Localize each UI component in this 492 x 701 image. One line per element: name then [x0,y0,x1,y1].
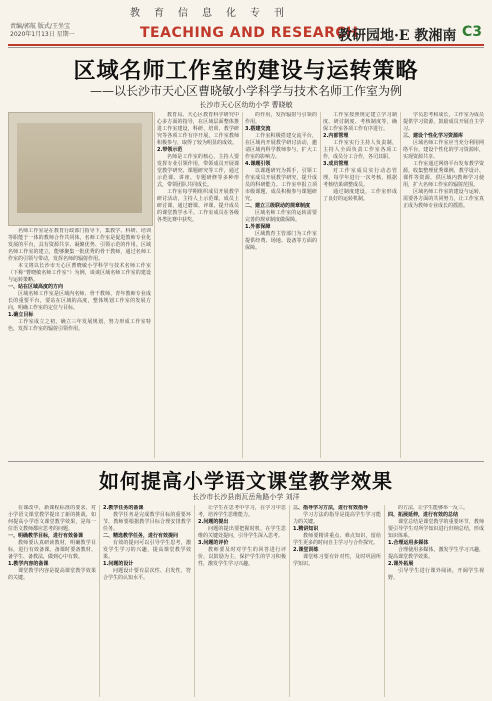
article1-column-1 [8,228,151,458]
paragraph: 课堂教学内容是提高课堂教学效果的关键。 [8,568,96,581]
paragraph: 区域名师工作室应当充分利用网络平台，建设个性化的学习资源库，实现资源共享。 [403,140,484,160]
section-heading: 三、指导学习方法，进行有效指导 [293,505,369,511]
section-heading: 3.问题的评价 [198,540,229,546]
paragraph: 的方法，让学生能够举一反三。 [398,505,469,511]
paragraph: 通过制度建设，工作室形成了良好的运转机制。 [323,189,397,202]
paragraph: 工作室实行主持人负责制，主持人全面负责工作室各项工作，成员分工合作，各司其职。 [323,140,397,160]
section-heading: 2.问题的提出 [198,519,229,525]
article1-column-4 [323,112,397,458]
paragraph: 区域名师工作室的运转需要完善的规章制度做保障。 [245,210,317,223]
section-heading: 1.精讲知识 [293,526,319,532]
paragraph: 问题设计要有层次性、启发性，符合学生的认知水平。 [103,568,191,581]
paragraph: 教师要及时对学生的回答进行评价，以鼓励为主，保护学生的学习积极性，激发学生学习兴趣。 [198,547,286,567]
article1-column-5 [403,112,484,458]
paragraph: 工作室每学期组织成员开展教学研讨活动，主持人上示范课，成员上研讨课，通过磨课、评课，提升成员的课堂教学水平。工作室成员在各级各类比赛中获奖。 [157,189,239,223]
section-heading: 1.确立目标 [8,312,34,318]
paragraph: 引导学生进行课外阅读，开阔学生视野。 [388,568,484,581]
section-heading: 2.课堂训练 [293,547,319,553]
column-divider [194,505,195,697]
paragraph: 工作室按照规定建立学习制度、研讨制度、考核制度等，确保工作室各项工作有序进行。 [323,112,397,132]
section-heading: 二、建立三级联动的规章制度 [245,203,311,209]
paragraph: 工作室成立之初，确立三年发展规划，努力形成工作室特色，发挥工作室的辐射引领作用。 [8,319,151,332]
section-heading: 1.教学内容的备课 [8,561,49,567]
section-title-en: TEACHING AND RESEARCH [140,25,359,41]
article-separator [8,461,484,462]
paragraph: 区域名师工作室的建设与运转，需要各方面的共同努力，让工作室真正成为教师专业成长的摇篮。 [403,189,484,209]
section-heading: 2.教学任务的备课 [103,505,144,511]
paragraph: 名师是工作室的核心，主持人要发挥专业引领作用，带领成员开展课堂教学研究、课题研究等工作，通过示范课、讲座、专题研修等多种形式，带领团队共同成长。 [157,154,239,188]
section-heading: 3.搭建交流 [245,126,271,132]
paragraph: 工作室积极搭建交流平台，在区域内开展教学研讨活动，邀请区域内科学教师参与，扩大工作室的影响力。 [245,133,317,160]
section-heading: 一、明确教学目标，进行有效备课 [8,533,84,539]
masthead-strip [0,0,492,24]
section-heading: 四、拓展延伸，进行有效的总结 [388,512,459,518]
section-heading: 2.课外拓展 [388,561,414,567]
article2-column-3 [198,505,286,697]
paragraph: 教育局、天心区教育科学研究中心多方面的指导，在区域层面整体推进工作室建设，科研、培训、教学研究等各项工作有序开展，工作室教师积极参与，取得了较为明显的成效。 [157,112,239,146]
section-heading: 4.课题引领 [245,161,271,167]
paragraph: 在课改中，新课程标准的要求，对小学语文课堂教学提出了新的挑战，如何提高小学语文课堂教学效果，是每一位语文教师都应思考的问题。 [8,505,96,532]
paragraph: 课堂总结是课堂教学的重要环节，教师要引导学生对所学知识进行归纳总结，形成知识体系。 [388,519,484,539]
article1-title: 区域名师工作室的建设与运转策略 [73,59,419,84]
paragraph: 教师要认真研读教材，明确教学目标，进行有效备课。备课时要备教材、备学生、备教法，做到心中有数。 [8,540,96,560]
paragraph: 有效的提问可以引导学生思考，激发学生学习的兴趣，提高课堂教学效果。 [103,540,191,560]
page-number: C3 [462,24,483,40]
paragraph: 问题的提出要把握时机，在学生思维的关键处提问，引导学生深入思考。 [198,526,286,539]
article2-title: 如何提高小学语文课堂教学效果 [99,469,393,493]
column-divider [154,112,155,458]
column-divider [400,112,401,458]
paragraph: 让学生在思考中学习，在学习中思考，培养学生思维能力。 [198,505,286,518]
paragraph: 合理使用多媒体，激发学生学习兴趣，提高课堂教学效果。 [388,547,484,560]
section-heading: 三、建设个性化学习资源库 [403,133,464,139]
article1-column-2 [157,112,239,458]
paragraph: 学习方法的指导是提高学生学习能力的关键。 [293,512,381,525]
page-header [0,22,492,46]
column-divider [384,505,385,697]
section-heading: 一、站在区域高度的方向 [8,284,64,290]
section-heading: 1.问题的设计 [103,561,134,567]
paragraph: 区域名师工作室是区域内名师、骨干教师、青年教师专业成长的重要平台，要站在区域的高度，整体规划工作室的发展方向，明确工作室的定位与目标。 [8,291,151,311]
paragraph: 以课题研究为抓手，引领工作室成员开展教学研究，提升成员的科研能力。工作室申报立项市级课题，成员积极参与课题研究。 [245,168,317,202]
article1-photo [8,112,153,226]
article1-column-3 [245,112,317,458]
section-heading: 二、精选教学任务，进行有效提问 [103,533,179,539]
column-divider [289,505,290,697]
section-heading: 2.内部管理 [323,133,349,139]
article2-column-2 [103,505,191,697]
editor-info [10,23,75,39]
article1-byline: 长沙市天心区幼幼小学 曹晓敏 [199,101,293,109]
article2-column-5 [388,505,484,697]
paragraph: 教学任务是完成教学目标的重要环节，教师要根据教学目标合理安排教学任务。 [103,512,191,532]
photo-image [17,123,142,213]
article1-subtitle: ——以长沙市天心区曹晓敏小学科学与技术名师工作室为例 [89,84,402,98]
column-divider [242,112,243,458]
article2-column-4 [293,505,381,697]
header-rule-thin [8,47,484,48]
section-heading: 1.合理运用多媒体 [388,540,429,546]
editor-line: 责编/郭航 版式/王坐宝 [10,23,70,30]
paragraph: 工作室通过网络平台发布教学资源，收集整理优秀课例、教学设计、课件等资源，供区域内教师学习使用，扩大名师工作室的辐射范围。 [403,161,484,188]
paragraph: 课堂练习要有针对性，及时巩固所学知识。 [293,554,381,567]
section-heading: 2.带领示范 [157,147,183,153]
header-rule [8,44,484,46]
section-heading: 1.外部保障 [245,224,271,230]
paragraph: 区域教育主管部门为工作室提供经费、场地、设备等方面的保障。 [245,231,317,251]
paragraph: 名师工作室是在教育行政部门指导下，集教学、科研、培训等职能于一体的教师合作共同体，名师工作室是促进教师专业化发展的平台，具有资源共享、凝聚优势、引领示范的作用。区域名师工作室的建立，能够聚集一批优秀的骨干教师，通过名师工作室的引领与带动，发挥名师的辐射作用。 [8,228,151,262]
article2-byline: 长沙市长沙县南瓦岳角路小学 刘洋 [192,493,300,501]
paragraph: 学员思考和成长，工作室为成员提供学习资源，鼓励成员开展自主学习。 [403,112,484,132]
paragraph: 教师要精讲重点、难点知识，留给学生更多的时间自主学习与合作探究。 [293,533,381,546]
paragraph: 本文将以长沙市天心区曹晓敏小学科学与技术名师工作室（下称“曹晓敏名师工作室”）为例，谈谈区域名师工作室的建设与运转策略。 [8,263,151,283]
column-divider [99,505,100,697]
paragraph: 对工作室成员实行动态管理，每学年进行一次考核，根据考核结果调整成员。 [323,168,397,188]
article2-column-1 [8,505,96,697]
date-line: 2020年1月13日 星期一 [10,31,75,38]
section-title-cn: 教研园地·E 教湘南 [338,28,457,44]
column-divider [320,112,321,458]
paragraph: 的作用，发挥辐射与引领的作用。 [245,112,317,125]
masthead-deco-text: 教育信息化专刊 [130,8,298,19]
section-heading: 3.成员管理 [323,161,349,167]
